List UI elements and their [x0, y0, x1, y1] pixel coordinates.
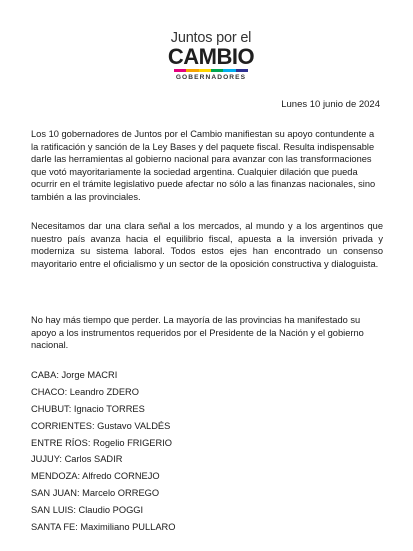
logo-line-juntos: Juntos por el: [170, 30, 252, 46]
juntos-por-el-cambio-logo: [161, 30, 261, 81]
governor-entry: CHACO: Leandro ZDERO: [31, 386, 139, 397]
logo-bar-segment: [223, 69, 235, 72]
paragraph-signal: Necesitamos dar una clara señal a los mercados, al mundo y a los argentinos que nuestro país avanza hacia el equilibrio fiscal, apuesta a la inversión privada y moderniza su sistema laboral. Todos estos ejes han encontrado un consenso mayoritario entre el oficialismo y un sector de la oposición constructiva y dialoguista.: [31, 221, 383, 269]
governor-entry: SANTA FE: Maximiliano PULLARO: [31, 522, 176, 533]
logo-bar-segment: [199, 69, 211, 72]
governor-entry: MENDOZA: Alfredo CORNEJO: [31, 471, 160, 482]
governor-entry: CHUBUT: Ignacio TORRES: [31, 403, 145, 414]
governor-entry: CABA: Jorge MACRI: [31, 370, 118, 380]
governor-entry: SAN JUAN: Marcelo ORREGO: [31, 488, 160, 499]
logo-line-gobernadores: GOBERNADORES: [175, 74, 247, 81]
paragraph-no-time: No hay más tiempo que perder. La mayoría de las provincias ha manifestado su apoyo a los instrumentos requeridos por el Presidente de la Nación y el gobierno nacional.: [31, 315, 364, 351]
governor-entry: JUJUY: Carlos SADIR: [31, 454, 123, 465]
paragraph-support: Los 10 gobernadores de Juntos por el Cambio manifiestan su apoyo contundente a la ratificación y sanción de la Ley Bases y del paquete fiscal. Resulta indispensable darle las herramientas al gobierno nacional para avanzar con las transformaciones que votó mayoritariamente la sociedad argentina. Cualquier dilación que pueda ocurrir en el trámite legislativo puede afectar no sólo a las finanzas nacionales, sino también a las provinciales.: [31, 129, 376, 202]
governor-entry: SAN LUIS: Claudio POGGI: [31, 505, 144, 516]
logo-line-cambio: CAMBIO: [167, 44, 255, 69]
logo-bar-segment: [211, 69, 223, 72]
logo-bar-segment: [186, 69, 198, 72]
governors-list: [31, 367, 383, 536]
governor-entry: ENTRE RÍOS: Rogelio FRIGERIO: [31, 437, 173, 448]
logo-bar-segment: [174, 69, 186, 72]
governor-entry: CORRIENTES: Gustavo VALDÉS: [31, 420, 171, 431]
logo-color-bar: [174, 69, 248, 72]
document-date: Lunes 10 junio de 2024: [281, 99, 380, 110]
logo-bar-segment: [236, 69, 248, 72]
